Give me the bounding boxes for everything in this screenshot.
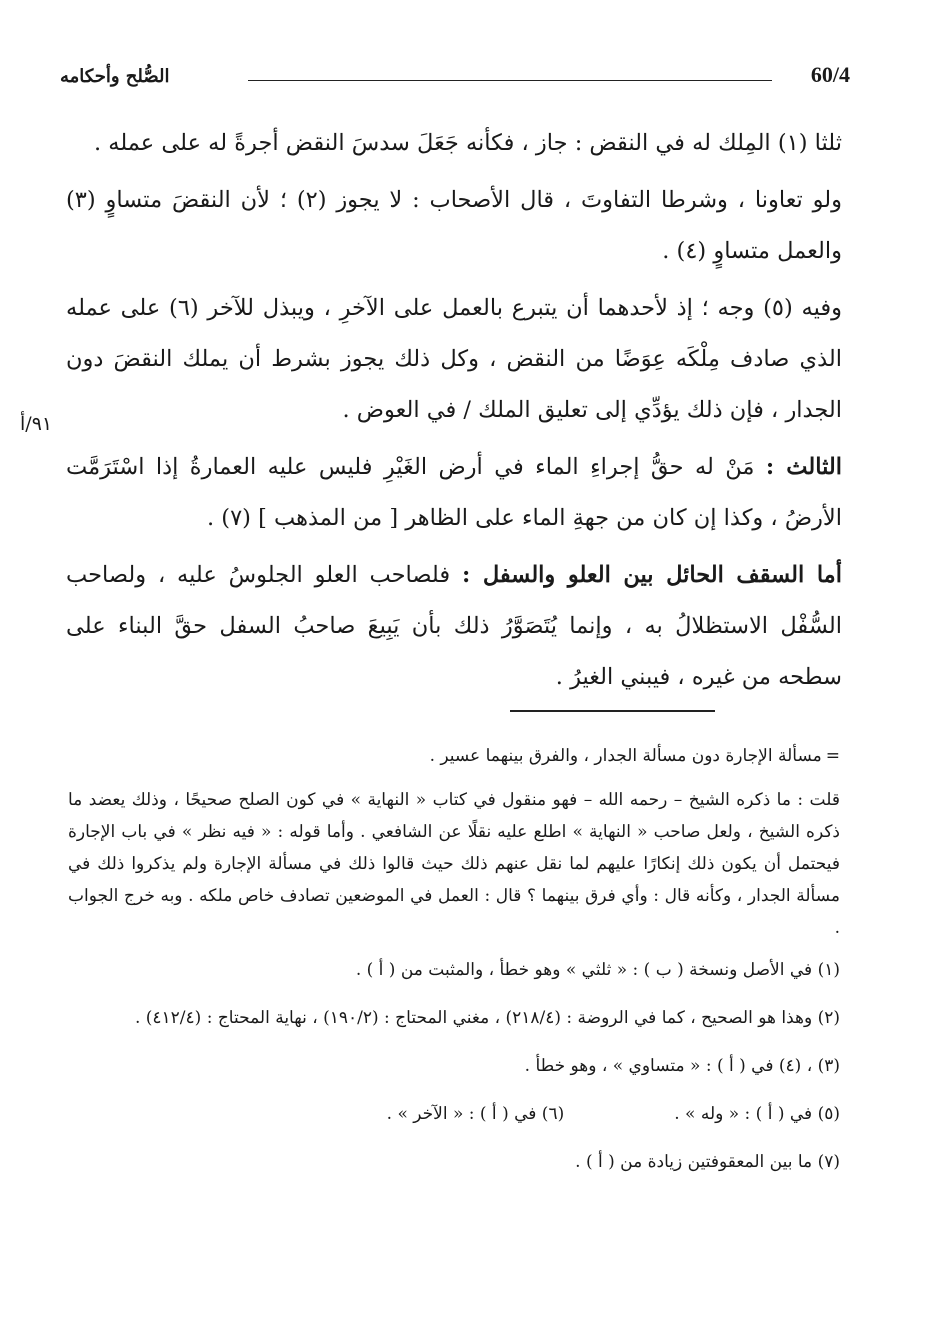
page-number: 60/4 xyxy=(810,62,850,87)
main-text xyxy=(66,118,842,709)
footnote-2: (٢) وهذا هو الصحيح ، كما في الروضة : (٢١٨/٤) ، مغني المحتاج : (١٩٠/٢) ، نهاية المحتاج : (٤١٢/٤) . xyxy=(134,1008,840,1028)
paragraph-4-lead: الثالث : xyxy=(765,454,843,480)
paragraph-1: ثلثا (١) المِلك له في النقض : جاز ، فكأنه جَعَلَ سدسَ النقض أجرةً له على عمله . xyxy=(93,130,842,156)
footnote-3-4: (٣) ، (٤) في ( أ ) : « متساوي » ، وهو خطأ . xyxy=(524,1056,840,1076)
paragraph-5-text: فلصاحب العلو الجلوسُ عليه ، ولصاحب السُّفْل الاستظلالُ به ، وإنما يُتَصَوَّرُ ذلك بأن يَبِيعَ صاحبُ السفل حقَّ البناء على سطحه من غيره ، فيبني الغيرُ . xyxy=(66,562,842,690)
header-rule xyxy=(248,80,772,81)
paragraph-2: ولو تعاونا ، وشرطا التفاوتَ ، قال الأصحاب : لا يجوز (٢) ؛ لأن النقضَ متساوٍ (٣) والعمل متساوٍ (٤) . xyxy=(66,187,842,264)
editor-remark: قلت : ما ذكره الشيخ – رحمه الله – فهو منقول في كتاب « النهاية » في كون الصلح صحيحًا ، وذلك يعضد ما ذكره الشيخ ، ولعل صاحب « النهاية » اطلع عليه نقلًا عن الشافعي . وأما قوله : « فيه نظر » في باب الإجارة فيحتمل أن يكون ذلك إنكارًا عليهم لما نقل عنهم ذلك حيث قالوا ذلك في مسألة الإجارة ولم يذكروا ذلك في مسألة الجدار ، وكأنه قال : وأي فرق بينهما ؟ قال : العمل في الموضعين تصادف خاص ملكه . وبه خرج الجواب . xyxy=(68,790,840,938)
footnotes xyxy=(68,740,840,1196)
paragraph-5 xyxy=(66,550,842,703)
paragraph-5-lead: أما السقف الحائل بين العلو والسفل : xyxy=(461,562,842,588)
footnote-5: (٥) في ( أ ) : « وله » . xyxy=(674,1104,840,1124)
footnote-5-6-row xyxy=(68,1100,840,1128)
paragraph-4 xyxy=(66,442,842,544)
footnote-7: (٧) ما بين المعقوفتين زيادة من ( أ ) . xyxy=(575,1152,840,1172)
continuation-marker: = xyxy=(825,746,840,766)
margin-folio-note: ٩١/أ xyxy=(20,413,53,435)
page-header xyxy=(60,60,850,96)
paragraph-3: وفيه (٥) وجه ؛ إذ لأحدهما أن يتبرع بالعمل على الآخرِ ، ويبذل للآخر (٦) على عمله الذي صادف مِلْكَه عِوَضًا من النقض ، وكل ذلك يجوز بشرط أن يملك النقضَ دون الجدار ، فإن ذلك يؤدِّي إلى تعليق الملك / في العوض . xyxy=(66,295,842,423)
running-title: الصُّلح وأحكامه xyxy=(60,66,170,87)
footnote-separator xyxy=(510,710,715,712)
footnote-1: (١) في الأصل ونسخة ( ب ) : « ثلثي » وهو خطأ ، والمثبت من ( أ ) . xyxy=(355,960,840,980)
continued-note xyxy=(68,740,840,772)
continued-note-text: مسألة الإجارة دون مسألة الجدار ، والفرق بينهما عسير . xyxy=(429,746,822,766)
paragraph-4-text: مَنْ له حقُّ إجراءِ الماء في أرض الغَيْرِ فليس عليه العمارةُ إذا اسْتَرَمَّت الأرضُ ، وكذا إن كان من جهةِ الماء على الظاهر [ من المذهب ] (٧) . xyxy=(66,454,842,531)
footnote-6: (٦) في ( أ ) : « الآخر » . xyxy=(386,1104,565,1124)
